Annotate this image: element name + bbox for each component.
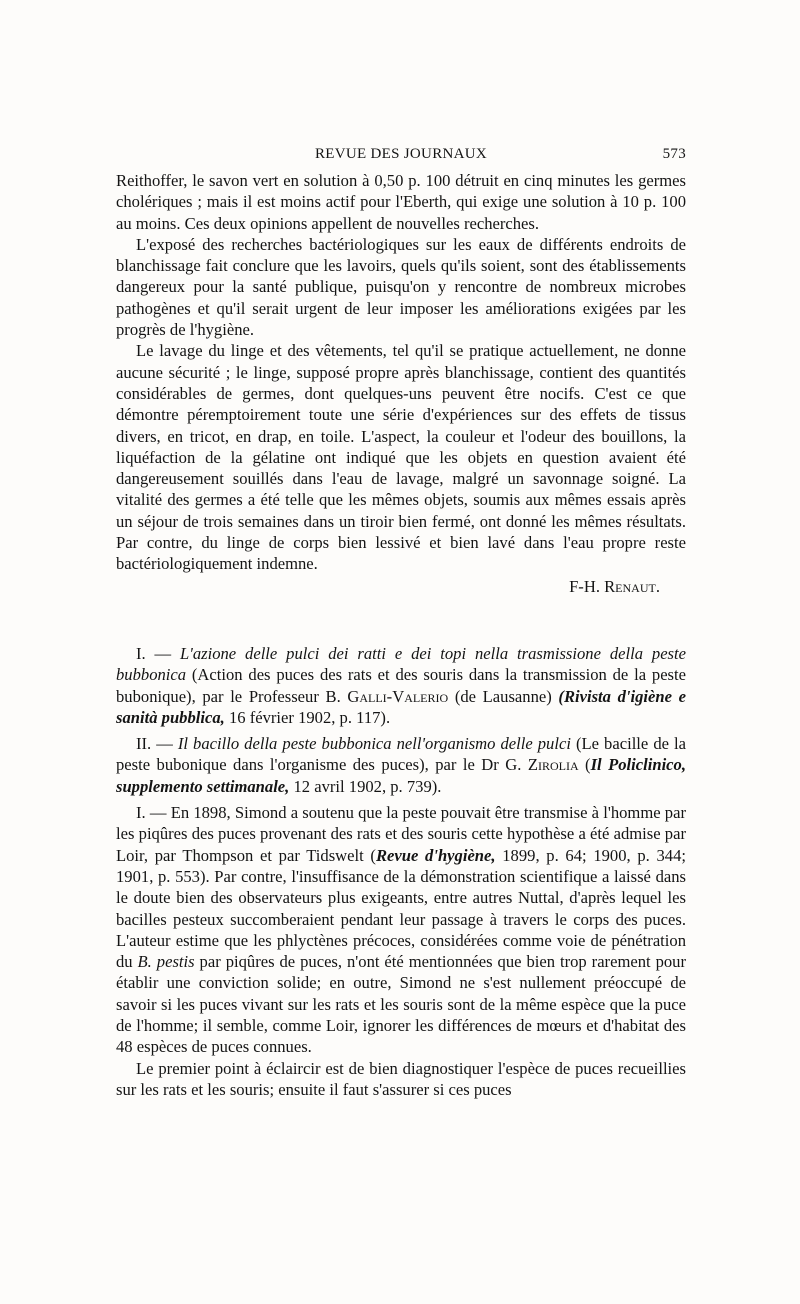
reference-journal: Il Policlinico, supplemento settimanale, bbox=[116, 755, 686, 796]
page-number: 573 bbox=[662, 146, 686, 162]
reference-author: Zirolia bbox=[527, 755, 579, 775]
reference-2 bbox=[116, 733, 686, 797]
reference-text: (Action des puces des rats et des souris dans la transmission de la peste bubonique), par le Professeur B. bbox=[116, 665, 686, 706]
paragraph: Le lavage du linge et des vêtements, tel qu'il se pratique actuellement, ne donne aucune sécurité ; le linge, supposé propre après blanchissage, contient des quantités considérables de germes, dont quelques-uns peuvent être nocifs. C'est ce que démontre péremptoirement toute une série d'expériences sur des effets de tissus divers, en tricot, en drap, en toile. L'aspect, la couleur et l'odeur des bouillons, la liquéfaction de la gélatine ont indiqué que les objets en question avaient été dangereusement souillés dans l'eau de lavage, malgré un savonnage soigné. La vitalité des germes a été telle que les mêmes objets, soumis aux mêmes essais après un séjour de trois semaines dans un tiroir bien fermé, ont donné les mêmes résultats. Par contre, du linge de corps bien lessivé et bien lavé dans l'eau propre reste bactériologiquement indemne. bbox=[116, 341, 686, 574]
reference-text: 16 février 1902, p. 117). bbox=[224, 707, 391, 727]
running-title: REVUE DES JOURNAUX bbox=[314, 146, 488, 162]
paragraph bbox=[116, 802, 686, 1058]
paragraph: Reithoffer, le savon vert en solution à 0,50 p. 100 détruit en cinq minutes les germes cholériques ; mais il est moins actif pour l'Eberth, qui exige une solution à 10 p. 100 au moins. Ces deux opinions appellent de nouvelles recherches. bbox=[116, 171, 686, 233]
reference-1 bbox=[116, 643, 686, 728]
reference-title: L'azione delle pulci dei ratti e dei topi nella trasmissione della peste bubbonica bbox=[116, 643, 686, 685]
reference-text: ( bbox=[578, 755, 591, 775]
running-head bbox=[116, 144, 686, 166]
reference-text: (Le bacille de la peste bubonique dans l'organisme des puces), par le Dr G. bbox=[116, 734, 687, 775]
text-block bbox=[116, 144, 686, 1100]
reference-number: I. — bbox=[136, 643, 181, 663]
reference-journal: (Rivista d'igiène e sanità pubblica, bbox=[116, 686, 686, 727]
paragraph-text: par piqûres de puces, n'ont été mentionnées que bien trop rarement pour établir une conviction solide; en outre, Simond ne s'est nullement préoccupé de savoir si les puces vivant sur les rats et les souris sont de la même espèce que la puce de l'homme; il semble, comme Loir, ignorer les différences de mœurs et d'habitat des 48 espèces de puces connues. bbox=[116, 952, 686, 1057]
paragraph-text: 1899, p. 64; 1900, p. 344; 1901, p. 553). Par contre, l'insuffisance de la démonstration scientifique a laissé dans le doute bien des observateurs plus exigeants, entre autres Nuttal, d'après lequel les bacilles pesteux succomberaient pendant leur passage à travers le corps des puces. L'auteur estime que les phlyctènes précoces, considérées comme voie de pénétration du bbox=[116, 845, 686, 972]
reference-text: (de Lausanne) bbox=[448, 686, 559, 706]
reference-author: Galli-Valerio bbox=[347, 686, 449, 706]
paragraph-text: I. — En 1898, Simond a soutenu que la peste pouvait être transmise à l'homme par les piqûres des puces provenant des rats et des souris cette hypothèse a été admise par Loir, par Thompson et par Tidswelt ( bbox=[116, 803, 686, 865]
reference-title: Il bacillo della peste bubbonica nell'organismo delle pulci bbox=[177, 734, 571, 754]
paragraph: L'exposé des recherches bactériologiques sur les eaux de différents endroits de blanchissage fait conclure que les lavoirs, quels qu'ils soient, sont des établissements dangereux pour la santé publique, puisqu'on y rencontre de nombreux microbes pathogènes et qu'il serait urgent de leur imposer les améliorations exigées par les progrès de l'hygiène. bbox=[116, 234, 686, 340]
journal-title: Revue d'hygiène, bbox=[375, 845, 496, 865]
signature: F-H. Renaut. bbox=[569, 576, 660, 596]
paragraph: Le premier point à éclaircir est de bien diagnostiquer l'espèce de puces recueillies sur les rats et les souris; ensuite il faut s'assurer si ces puces bbox=[116, 1058, 686, 1099]
reference-number: II. — bbox=[136, 734, 178, 754]
species-name: B. pestis bbox=[137, 952, 195, 972]
section-separator bbox=[116, 597, 686, 643]
reference-text: 12 avril 1902, p. 739). bbox=[289, 776, 442, 796]
